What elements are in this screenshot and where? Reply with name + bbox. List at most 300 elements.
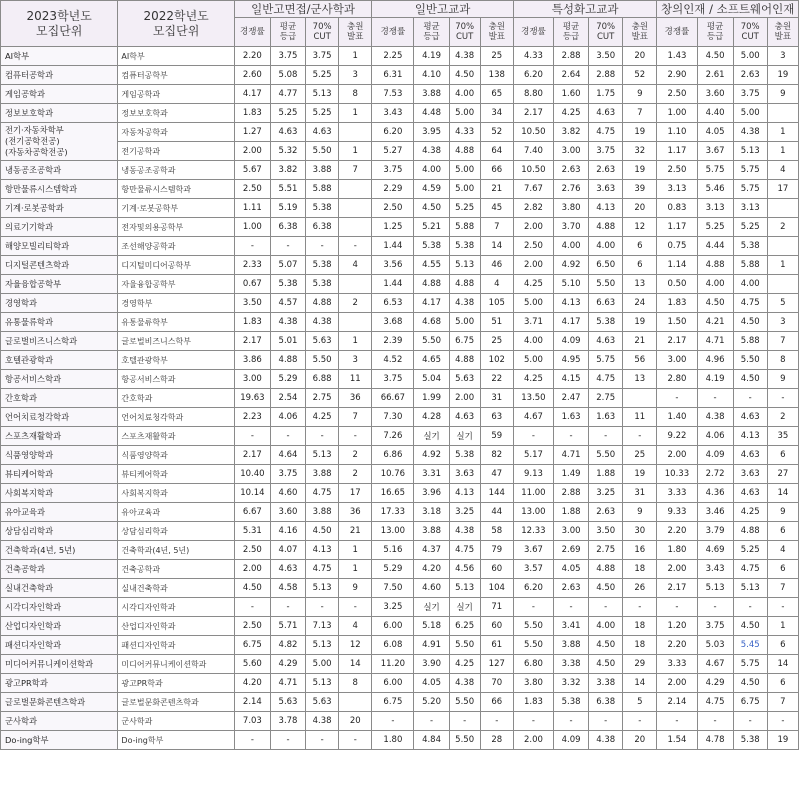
value-cell: 2.17 <box>513 104 553 123</box>
unit-2023-cell: Do-ing학부 <box>1 731 118 750</box>
value-cell: 5.75 <box>733 655 767 674</box>
value-cell: 3.50 <box>589 47 623 66</box>
value-cell: 9.22 <box>657 427 697 446</box>
value-cell: 28 <box>480 731 513 750</box>
value-cell: 6.63 <box>589 294 623 313</box>
value-cell: 6.86 <box>372 446 414 465</box>
value-cell: 4.13 <box>449 484 480 503</box>
value-cell: 4.88 <box>449 351 480 370</box>
value-cell: 6 <box>623 256 657 275</box>
value-cell: 3.32 <box>554 674 589 693</box>
value-cell: 1.63 <box>589 408 623 427</box>
table-row <box>1 598 799 617</box>
value-cell: 2.00 <box>449 389 480 408</box>
value-cell: - <box>513 427 553 446</box>
value-cell: 1.83 <box>234 313 270 332</box>
value-cell: - <box>306 237 339 256</box>
value-cell: 4.44 <box>697 237 733 256</box>
value-cell <box>339 218 372 237</box>
value-cell: 1.40 <box>657 408 697 427</box>
value-cell: 3.96 <box>414 484 449 503</box>
value-cell: 36 <box>339 389 372 408</box>
value-cell: 5.00 <box>449 104 480 123</box>
value-cell: 5.18 <box>414 617 449 636</box>
value-cell: - <box>697 389 733 408</box>
table-row <box>1 218 799 237</box>
table-row <box>1 294 799 313</box>
value-cell: 4.21 <box>697 313 733 332</box>
value-cell: 3.00 <box>554 142 589 161</box>
table-header <box>1 1 799 47</box>
value-cell: 4.00 <box>414 161 449 180</box>
value-cell: 4.57 <box>270 294 305 313</box>
value-cell: 5.19 <box>270 199 305 218</box>
value-cell: 2.82 <box>513 199 553 218</box>
value-cell: - <box>554 712 589 731</box>
value-cell: 1 <box>767 256 798 275</box>
value-cell: 21 <box>339 522 372 541</box>
value-cell: 24 <box>623 294 657 313</box>
value-cell: 3.88 <box>554 636 589 655</box>
value-cell: 144 <box>480 484 513 503</box>
value-cell: 4.05 <box>414 674 449 693</box>
value-cell: 3.41 <box>554 617 589 636</box>
value-cell: 4.50 <box>589 655 623 674</box>
value-cell: 2.17 <box>234 446 270 465</box>
unit-2022-cell: 뷰티케어학과 <box>118 465 234 484</box>
value-cell: 0.67 <box>234 275 270 294</box>
value-cell: 5.00 <box>733 104 767 123</box>
value-cell: 5.00 <box>449 161 480 180</box>
unit-2022-cell: 디지털미디어공학부 <box>118 256 234 275</box>
value-cell <box>339 275 372 294</box>
value-cell: 2.63 <box>589 503 623 522</box>
unit-2022-cell: 건축학과(4년, 5년) <box>118 541 234 560</box>
value-cell: 70 <box>480 674 513 693</box>
unit-2023-cell: 미디어커뮤니케이션학과 <box>1 655 118 674</box>
value-cell: 5.88 <box>733 256 767 275</box>
value-cell: 18 <box>623 617 657 636</box>
value-cell: 4.75 <box>449 541 480 560</box>
value-cell: 19.63 <box>234 389 270 408</box>
value-cell: 3.82 <box>270 161 305 180</box>
value-cell: 1.80 <box>657 541 697 560</box>
value-cell: - <box>657 712 697 731</box>
value-cell: 3.31 <box>414 465 449 484</box>
value-cell: 19 <box>767 66 798 85</box>
value-cell: - <box>767 389 798 408</box>
value-cell: 3.75 <box>270 47 305 66</box>
value-cell: 2.00 <box>657 560 697 579</box>
value-cell: 4.06 <box>697 427 733 446</box>
unit-2023-cell: 뷰티케어학과 <box>1 465 118 484</box>
value-cell: 3.75 <box>589 142 623 161</box>
value-cell: 9 <box>767 85 798 104</box>
value-cell: - <box>623 427 657 446</box>
unit-2022-cell: 전자및의용공학부 <box>118 218 234 237</box>
value-cell: 2.90 <box>657 66 697 85</box>
value-cell: 20 <box>623 47 657 66</box>
table-row <box>1 237 799 256</box>
value-cell: 4.00 <box>697 275 733 294</box>
value-cell: 6 <box>623 237 657 256</box>
group-general-subject: 일반고교과 <box>372 1 514 18</box>
value-cell: 3.82 <box>554 123 589 142</box>
value-cell: 13.00 <box>513 503 553 522</box>
unit-2023-cell: 의료기기학과 <box>1 218 118 237</box>
value-cell: 0.83 <box>657 199 697 218</box>
value-cell: 3.88 <box>414 85 449 104</box>
value-cell: 11.20 <box>372 655 414 674</box>
value-cell <box>767 199 798 218</box>
group-vocational-subject: 특성화고교과 <box>513 1 657 18</box>
value-cell: 10.33 <box>657 465 697 484</box>
value-cell: 5.75 <box>589 351 623 370</box>
table-row <box>1 256 799 275</box>
value-cell: - <box>234 731 270 750</box>
value-cell: 20 <box>623 731 657 750</box>
value-cell: 3.18 <box>414 503 449 522</box>
value-cell: 1 <box>339 142 372 161</box>
value-cell <box>623 389 657 408</box>
unit-2022-cell: 건축공학과 <box>118 560 234 579</box>
header-2022-unit: 2022학년도 모집단위 <box>118 1 234 47</box>
value-cell: - <box>657 389 697 408</box>
value-cell: 5.50 <box>589 275 623 294</box>
value-cell: 6 <box>767 674 798 693</box>
value-cell: 1.43 <box>657 47 697 66</box>
value-cell: 52 <box>623 66 657 85</box>
value-cell <box>767 237 798 256</box>
value-cell: - <box>449 712 480 731</box>
value-cell: 4.50 <box>733 674 767 693</box>
value-cell: 2.23 <box>234 408 270 427</box>
sub-header-cell: 경쟁률 <box>513 18 553 47</box>
value-cell: 4.63 <box>589 104 623 123</box>
value-cell: 2.17 <box>657 579 697 598</box>
value-cell: - <box>623 712 657 731</box>
unit-2022-cell: 글로벌비즈니스학부 <box>118 332 234 351</box>
value-cell: 4.19 <box>697 370 733 389</box>
value-cell: 4.15 <box>554 370 589 389</box>
value-cell: 61 <box>480 636 513 655</box>
value-cell: 5.07 <box>270 256 305 275</box>
value-cell: 2.64 <box>554 66 589 85</box>
value-cell: 6.00 <box>372 617 414 636</box>
table-row <box>1 389 799 408</box>
value-cell: 2.00 <box>657 446 697 465</box>
value-cell: 2.14 <box>234 693 270 712</box>
value-cell: 9 <box>623 503 657 522</box>
value-cell: 2.63 <box>554 161 589 180</box>
value-cell: 5.21 <box>414 218 449 237</box>
value-cell: 5.50 <box>306 351 339 370</box>
value-cell: 4.77 <box>270 85 305 104</box>
unit-2023-cell: 간호학과 <box>1 389 118 408</box>
sub-header-cell: 충원 발표 <box>339 18 372 47</box>
group-creative-software: 창의인재 / 소프트웨어인재 <box>657 1 799 18</box>
value-cell: 63 <box>480 408 513 427</box>
value-cell: 2.50 <box>234 541 270 560</box>
value-cell: 3.71 <box>513 313 553 332</box>
unit-2022-cell: AI학부 <box>118 47 234 66</box>
value-cell: 4.95 <box>554 351 589 370</box>
value-cell: 5.25 <box>733 218 767 237</box>
value-cell: 5.63 <box>306 693 339 712</box>
sub-header-cell: 충원 발표 <box>623 18 657 47</box>
value-cell: 4.00 <box>449 85 480 104</box>
value-cell: 4.78 <box>697 731 733 750</box>
table-row <box>1 66 799 85</box>
unit-2022-cell: 글로벌문화콘텐츠학과 <box>118 693 234 712</box>
value-cell: 2 <box>767 408 798 427</box>
value-cell: 4.38 <box>414 142 449 161</box>
value-cell: 4.71 <box>554 446 589 465</box>
unit-2022-cell: 언어치료청각학과 <box>118 408 234 427</box>
value-cell: 4.13 <box>733 427 767 446</box>
value-cell: 4.63 <box>270 560 305 579</box>
value-cell: 5.13 <box>449 256 480 275</box>
value-cell: 4.00 <box>513 332 553 351</box>
value-cell: 7.50 <box>372 579 414 598</box>
value-cell: 7.30 <box>372 408 414 427</box>
value-cell: 4.56 <box>449 560 480 579</box>
value-cell: 6.38 <box>589 693 623 712</box>
value-cell: 5.25 <box>270 104 305 123</box>
value-cell: 5.13 <box>306 579 339 598</box>
value-cell: 6 <box>767 560 798 579</box>
value-cell: 3.50 <box>234 294 270 313</box>
value-cell: 14 <box>767 484 798 503</box>
value-cell <box>767 275 798 294</box>
value-cell: 5.38 <box>733 237 767 256</box>
value-cell: 3.00 <box>234 370 270 389</box>
unit-2023-cell: 해양모빌리티학과 <box>1 237 118 256</box>
value-cell: 4.20 <box>234 674 270 693</box>
value-cell: 4.55 <box>414 256 449 275</box>
value-cell: 9 <box>339 579 372 598</box>
value-cell: 3.25 <box>372 598 414 617</box>
value-cell: 7.03 <box>234 712 270 731</box>
sub-header-cell: 경쟁률 <box>657 18 697 47</box>
value-cell: 4.38 <box>449 674 480 693</box>
value-cell: 1.44 <box>372 275 414 294</box>
value-cell: 1.83 <box>234 104 270 123</box>
value-cell: 3.46 <box>697 503 733 522</box>
value-cell: 104 <box>480 579 513 598</box>
value-cell: 4.84 <box>414 731 449 750</box>
value-cell: 5.38 <box>733 731 767 750</box>
value-cell: 0.50 <box>657 275 697 294</box>
value-cell: 3.88 <box>414 522 449 541</box>
value-cell: 9.13 <box>513 465 553 484</box>
value-cell: - <box>767 598 798 617</box>
value-cell: 6 <box>767 446 798 465</box>
value-cell: 2.61 <box>697 66 733 85</box>
value-cell: 4.75 <box>697 693 733 712</box>
value-cell: 6 <box>767 522 798 541</box>
value-cell: - <box>270 237 305 256</box>
value-cell: 4.10 <box>414 66 449 85</box>
value-cell: 5.13 <box>449 579 480 598</box>
value-cell: 2.00 <box>513 731 553 750</box>
sub-header-cell: 평균 등급 <box>697 18 733 47</box>
value-cell: 4.38 <box>306 712 339 731</box>
value-cell: 5 <box>767 294 798 313</box>
value-cell: 4.48 <box>414 104 449 123</box>
value-cell: 3.79 <box>697 522 733 541</box>
value-cell: 4.75 <box>306 560 339 579</box>
value-cell: 5.00 <box>513 294 553 313</box>
value-cell: 4.50 <box>733 617 767 636</box>
unit-2023-cell: 자율융합공학부 <box>1 275 118 294</box>
unit-2023-cell: AI학부 <box>1 47 118 66</box>
table-row <box>1 142 799 161</box>
value-cell: 2.76 <box>554 180 589 199</box>
value-cell: 1 <box>339 541 372 560</box>
value-cell: 19 <box>623 465 657 484</box>
value-cell: 2.20 <box>234 47 270 66</box>
value-cell: 2.69 <box>554 541 589 560</box>
value-cell: - <box>589 598 623 617</box>
value-cell: 2.47 <box>554 389 589 408</box>
value-cell: 4.65 <box>414 351 449 370</box>
unit-2023-cell: 항공서비스학과 <box>1 370 118 389</box>
value-cell: 5.75 <box>733 180 767 199</box>
value-cell: 3.50 <box>589 522 623 541</box>
value-cell: 39 <box>623 180 657 199</box>
value-cell: 1.60 <box>554 85 589 104</box>
unit-2023-cell: 컴퓨터공학과 <box>1 66 118 85</box>
value-cell: 11 <box>339 370 372 389</box>
table-row <box>1 313 799 332</box>
value-cell: 1.14 <box>657 256 697 275</box>
unit-2023-cell: 항만물류시스템학과 <box>1 180 118 199</box>
value-cell: 4.50 <box>414 199 449 218</box>
value-cell: 4.16 <box>270 522 305 541</box>
value-cell: 4.63 <box>733 446 767 465</box>
unit-2022-cell: 경영학부 <box>118 294 234 313</box>
value-cell: 5.88 <box>733 332 767 351</box>
unit-2022-cell: 사회복지학과 <box>118 484 234 503</box>
table-row <box>1 522 799 541</box>
unit-2023-cell: 글로벌문화콘텐츠학과 <box>1 693 118 712</box>
value-cell: 실기 <box>449 598 480 617</box>
value-cell: 3.75 <box>697 617 733 636</box>
value-cell: 9 <box>623 85 657 104</box>
value-cell: 2.75 <box>589 389 623 408</box>
unit-2022-cell: 정보보호학과 <box>118 104 234 123</box>
value-cell: 5.32 <box>270 142 305 161</box>
table-row <box>1 123 799 142</box>
value-cell: 2.63 <box>554 579 589 598</box>
value-cell: 6.25 <box>449 617 480 636</box>
value-cell: - <box>306 731 339 750</box>
value-cell: 4.06 <box>270 408 305 427</box>
value-cell: 14 <box>480 237 513 256</box>
value-cell: 5.50 <box>449 693 480 712</box>
value-cell: 4 <box>339 256 372 275</box>
value-cell: 3.67 <box>697 142 733 161</box>
value-cell: 20 <box>339 712 372 731</box>
value-cell: 5.04 <box>414 370 449 389</box>
table-row <box>1 47 799 66</box>
value-cell: 1.75 <box>589 85 623 104</box>
value-cell: 3.63 <box>589 180 623 199</box>
value-cell: 1 <box>767 123 798 142</box>
unit-2023-cell: 스포츠재활학과 <box>1 427 118 446</box>
sub-header-cell: 평균 등급 <box>554 18 589 47</box>
value-cell: 1.44 <box>372 237 414 256</box>
value-cell: - <box>554 427 589 446</box>
table-row <box>1 104 799 123</box>
value-cell: 5.38 <box>306 275 339 294</box>
value-cell: 3.33 <box>657 655 697 674</box>
value-cell: 2.17 <box>657 332 697 351</box>
value-cell: 3 <box>767 47 798 66</box>
value-cell: 4.38 <box>697 408 733 427</box>
value-cell: 5.10 <box>554 275 589 294</box>
value-cell: - <box>306 598 339 617</box>
value-cell: 5 <box>623 693 657 712</box>
value-cell: 6.08 <box>372 636 414 655</box>
value-cell: 2.17 <box>234 332 270 351</box>
value-cell: 5.50 <box>513 617 553 636</box>
value-cell: 10.50 <box>513 123 553 142</box>
value-cell: 4.13 <box>554 294 589 313</box>
value-cell: 5.00 <box>513 351 553 370</box>
value-cell: 6.20 <box>372 123 414 142</box>
value-cell: 5.29 <box>372 560 414 579</box>
value-cell: 5.50 <box>306 142 339 161</box>
value-cell: 7.40 <box>513 142 553 161</box>
value-cell: 1.20 <box>657 617 697 636</box>
value-cell: 6.00 <box>372 674 414 693</box>
table-row <box>1 541 799 560</box>
value-cell: 3.00 <box>657 351 697 370</box>
unit-2022-cell: 실내건축학과 <box>118 579 234 598</box>
value-cell: 7.26 <box>372 427 414 446</box>
value-cell: 6.38 <box>270 218 305 237</box>
unit-2023-cell: 냉동공조공학과 <box>1 161 118 180</box>
table-row <box>1 370 799 389</box>
value-cell: 4.19 <box>414 47 449 66</box>
value-cell: 1 <box>339 560 372 579</box>
value-cell: 5.50 <box>733 351 767 370</box>
value-cell: 4.88 <box>306 294 339 313</box>
sub-header-cell: 70% CUT <box>733 18 767 47</box>
value-cell: 4.25 <box>306 408 339 427</box>
table-row <box>1 674 799 693</box>
value-cell: 64 <box>480 142 513 161</box>
value-cell: 3.95 <box>414 123 449 142</box>
value-cell: 3 <box>339 66 372 85</box>
value-cell: 4.36 <box>697 484 733 503</box>
table-row <box>1 484 799 503</box>
value-cell: 21 <box>623 332 657 351</box>
value-cell: 4.64 <box>270 446 305 465</box>
unit-2023-cell: 경영학과 <box>1 294 118 313</box>
value-cell: 13.00 <box>372 522 414 541</box>
unit-2023-cell: 사회복지학과 <box>1 484 118 503</box>
value-cell: 16 <box>623 541 657 560</box>
value-cell: 9 <box>767 503 798 522</box>
value-cell: 2.75 <box>306 389 339 408</box>
value-cell: 31 <box>623 484 657 503</box>
value-cell: 4.25 <box>733 503 767 522</box>
value-cell: 6.20 <box>513 579 553 598</box>
value-cell: 4.88 <box>589 218 623 237</box>
